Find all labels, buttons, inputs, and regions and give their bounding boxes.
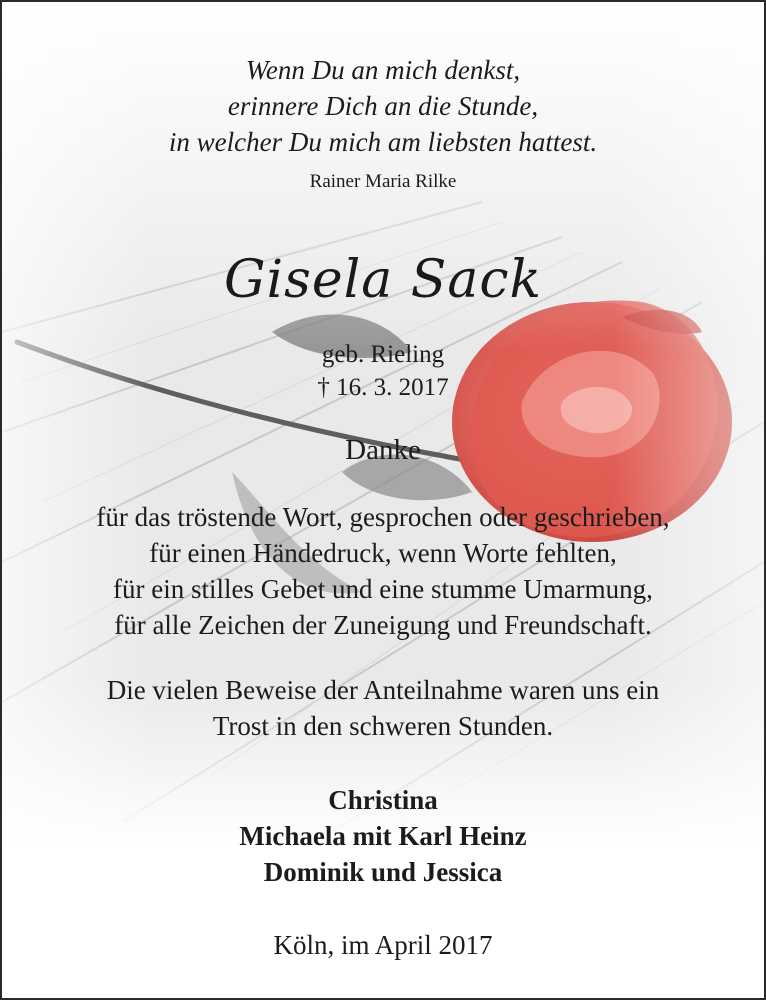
quote-line: Wenn Du an mich denkst, bbox=[245, 55, 521, 85]
family-line: Christina bbox=[328, 785, 438, 815]
death-date: † 16. 3. 2017 bbox=[317, 374, 449, 401]
family-line: Dominik und Jessica bbox=[263, 857, 503, 887]
quote-author: Rainer Maria Rilke bbox=[309, 171, 457, 192]
quote-line: in welcher Du mich am liebsten hattest. bbox=[168, 127, 598, 157]
quote-line: erinnere Dich an die Stunde, bbox=[227, 91, 539, 121]
deceased-name: Gisela Sack bbox=[223, 250, 543, 310]
thanks-text bbox=[2, 499, 764, 643]
thanks-line: für einen Händedruck, wenn Worte fehlten, bbox=[149, 538, 617, 568]
family-signature bbox=[2, 782, 764, 890]
thanks-line: für alle Zeichen der Zuneigung und Freundschaft. bbox=[114, 610, 652, 640]
quote-block bbox=[2, 52, 764, 160]
closing-text bbox=[2, 672, 764, 744]
thanks-line: für das tröstende Wort, gesprochen oder geschrieben, bbox=[96, 502, 670, 532]
closing-line: Trost in den schweren Stunden. bbox=[212, 711, 554, 741]
thanks-line: für ein stilles Gebet und eine stumme Umarmung, bbox=[113, 574, 653, 604]
place-and-date: Köln, im April 2017 bbox=[273, 930, 493, 960]
maiden-name: geb. Rieling bbox=[321, 341, 445, 368]
family-line: Michaela mit Karl Heinz bbox=[239, 821, 527, 851]
thanks-heading: Danke bbox=[345, 434, 421, 466]
closing-line: Die vielen Beweise der Anteilnahme waren uns ein bbox=[106, 675, 660, 705]
